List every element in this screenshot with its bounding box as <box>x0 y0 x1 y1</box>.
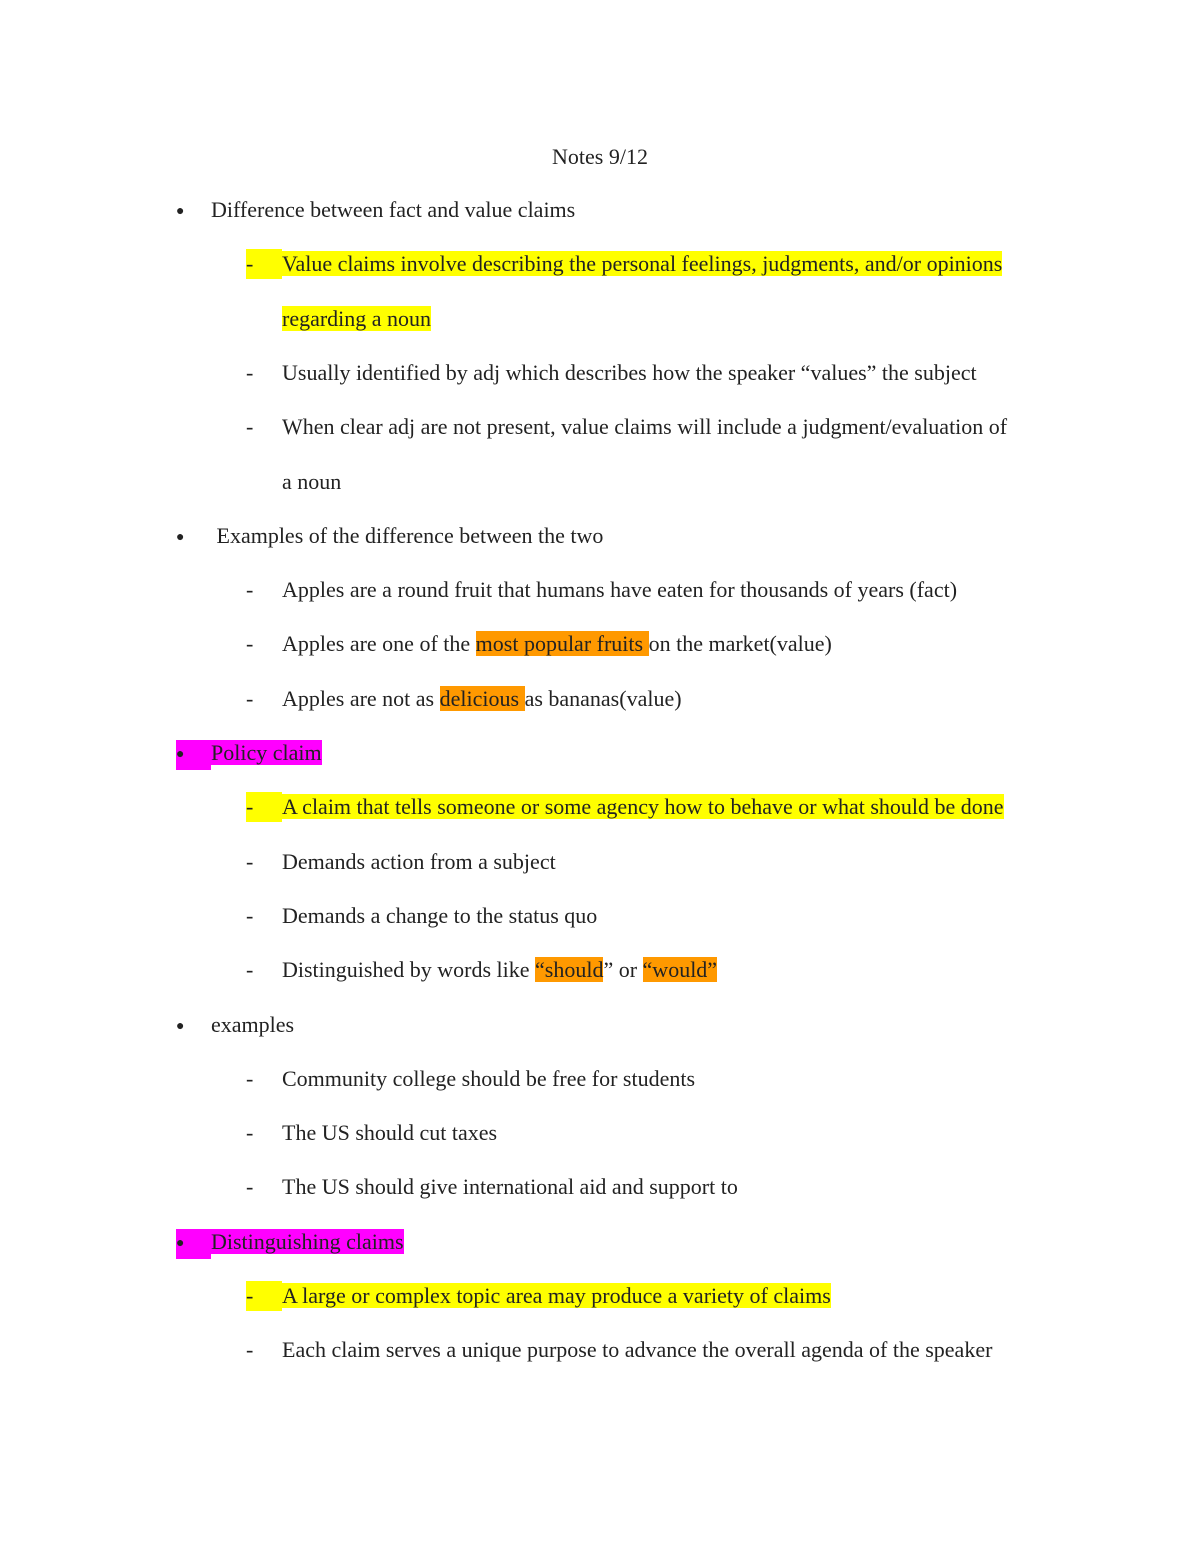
dash-item <box>246 249 1002 279</box>
dash-item <box>246 847 556 877</box>
dash-marker: - <box>246 902 254 928</box>
dash-item <box>246 1172 738 1202</box>
line-text: The US should give international aid and support to <box>282 1174 738 1200</box>
dash-marker: - <box>246 631 254 657</box>
highlighted-text: “should <box>535 957 604 983</box>
page-title: Notes 9/12 <box>552 144 648 169</box>
line-text: Difference between fact and value claims <box>211 197 576 222</box>
dash-item <box>246 1281 831 1311</box>
dash-marker: - <box>246 685 254 711</box>
dash-marker: - <box>246 957 254 983</box>
dash-marker: - <box>246 249 282 279</box>
bullet-marker: ● <box>176 1229 211 1259</box>
line-text: ” or <box>603 957 643 983</box>
dash-marker: - <box>246 359 254 385</box>
line-text: Each claim serves a unique purpose to advance the overall agenda of the speaker <box>282 1337 993 1363</box>
dash-item <box>246 901 597 931</box>
line-text: Apples are one of the <box>282 631 476 657</box>
dash-marker: - <box>246 414 254 440</box>
highlighted-text: regarding a noun <box>282 305 432 331</box>
line-text: Demands a change to the status quo <box>282 902 598 928</box>
line-text: Apples are not as <box>282 685 440 711</box>
line-text: Usually identified by adj which describes how the speaker “values” the subject <box>282 359 977 385</box>
line-text: examples <box>211 1011 295 1037</box>
highlighted-text: Value claims involve describing the personal feelings, judgments, and/or opinions <box>282 251 1003 277</box>
dash-marker: - <box>246 577 254 603</box>
dash-marker: - <box>246 1281 282 1311</box>
dash-marker: - <box>246 1337 254 1363</box>
dash-item <box>246 955 717 985</box>
dash-marker: - <box>246 1120 254 1146</box>
line-text: Distinguished by words like <box>282 957 535 983</box>
dash-marker: - <box>246 1174 254 1200</box>
bullet-item <box>176 1227 404 1257</box>
bullet-marker: ● <box>176 204 185 219</box>
line-text: as bananas(value) <box>524 685 682 711</box>
dash-item <box>246 792 1004 822</box>
bullet-item <box>176 1010 294 1040</box>
dash-item <box>246 1118 497 1148</box>
dash-item <box>246 1335 992 1365</box>
dash-item <box>246 1064 695 1094</box>
continuation-line <box>282 467 341 497</box>
bullet-marker: ● <box>176 1018 185 1034</box>
bullet-marker: ● <box>176 740 211 770</box>
highlighted-text: A large or complex topic area may produce a variety of claims <box>282 1283 831 1308</box>
line-text: Examples of the difference between the two <box>211 522 604 548</box>
highlighted-text: A claim that tells someone or some agency how to behave or what should be done <box>282 794 1004 820</box>
bullet-item <box>176 195 575 225</box>
dash-marker: - <box>246 792 282 822</box>
bullet-item <box>176 521 603 551</box>
dash-item <box>246 684 682 714</box>
highlighted-text: Policy claim <box>211 740 322 765</box>
highlighted-text: delicious <box>439 685 525 711</box>
dash-item <box>246 412 1007 442</box>
bullet-item <box>176 738 322 768</box>
line-text: on the market(value) <box>648 631 832 657</box>
dash-item <box>246 629 832 659</box>
line-text: The US should cut taxes <box>282 1120 498 1146</box>
dash-item <box>246 575 957 605</box>
highlighted-text: Distinguishing claims <box>211 1228 404 1254</box>
line-text: Demands action from a subject <box>282 848 556 874</box>
bullet-marker: ● <box>176 529 185 545</box>
line-text: a noun <box>282 468 342 494</box>
line-text: Community college should be free for students <box>282 1065 696 1091</box>
continuation-line <box>282 304 431 334</box>
dash-marker: - <box>246 848 254 874</box>
dash-marker: - <box>246 1065 254 1091</box>
line-text: When clear adj are not present, value claims will include a judgment/evaluation of <box>282 414 1008 440</box>
highlighted-text: most popular fruits <box>475 631 649 657</box>
line-text: Apples are a round fruit that humans have eaten for thousands of years (fact) <box>282 577 958 603</box>
dash-item <box>246 358 977 388</box>
highlighted-text: “would” <box>642 957 718 983</box>
